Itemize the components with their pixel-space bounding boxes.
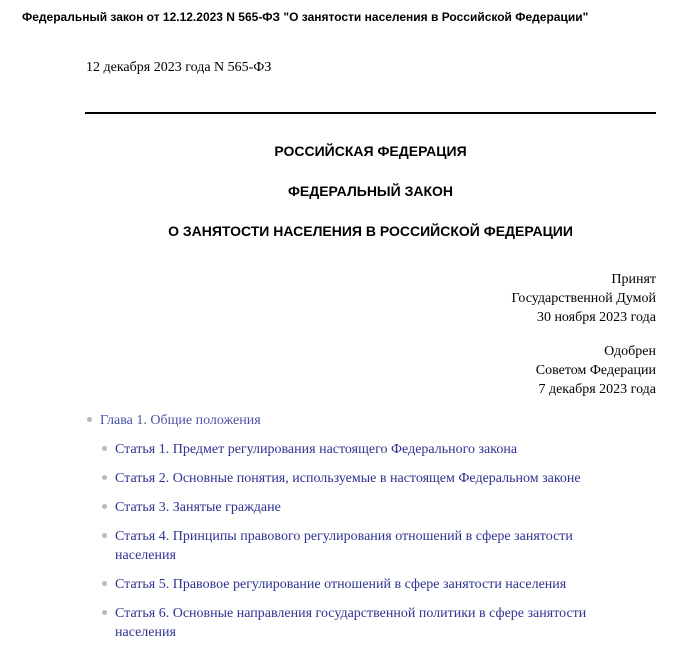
- accepted-line-2: Государственной Думой: [511, 291, 656, 306]
- law-date-number: 12 декабря 2023 года N 565-ФЗ: [86, 60, 272, 75]
- toc-chapter-1-link[interactable]: [86, 411, 626, 430]
- toc-article-3-link[interactable]: [101, 498, 626, 517]
- bullet-icon: [102, 446, 107, 451]
- toc-article-1-link[interactable]: [101, 440, 626, 459]
- bullet-icon: [102, 610, 107, 615]
- bullet-icon: [102, 533, 107, 538]
- law-type-title: ФЕДЕРАЛЬНЫЙ ЗАКОН: [287, 183, 454, 199]
- bullet-icon: [87, 417, 92, 422]
- toc-article-label-cont: населения: [115, 548, 176, 563]
- country-title: РОССИЙСКАЯ ФЕДЕРАЦИЯ: [274, 143, 467, 159]
- toc-article-label: Статья 2. Основные понятия, используемые в настоящем Федеральном законе: [115, 471, 581, 486]
- toc-article-label: Статья 5. Правовое регулирование отношений в сфере занятости населения: [115, 577, 567, 592]
- approved-block: [536, 342, 656, 399]
- toc-article-6-link[interactable]: [101, 604, 626, 642]
- accepted-line-1: Принят: [611, 272, 656, 287]
- toc-article-label-cont: населения: [115, 625, 176, 640]
- toc-article-label: Статья 1. Предмет регулирования настоящего Федерального закона: [115, 442, 518, 457]
- bullet-icon: [102, 581, 107, 586]
- toc-article-4-link[interactable]: [101, 527, 626, 565]
- toc-article-2-link[interactable]: [101, 469, 626, 488]
- toc-article-label: Статья 3. Занятые граждане: [115, 500, 281, 515]
- bullet-icon: [102, 475, 107, 480]
- document-header-title: Федеральный закон от 12.12.2023 N 565-ФЗ "О занятости населения в Российской Федерации": [22, 10, 589, 24]
- approved-line-2: Советом Федерации: [535, 363, 656, 378]
- accepted-line-3: 30 ноября 2023 года: [536, 310, 656, 325]
- toc-chapter-label: Глава 1. Общие положения: [100, 413, 261, 428]
- toc-article-label: Статья 4. Принципы правового регулирования отношений в сфере занятости: [115, 529, 573, 544]
- law-name-title: О ЗАНЯТОСТИ НАСЕЛЕНИЯ В РОССИЙСКОЙ ФЕДЕРАЦИИ: [168, 223, 573, 239]
- toc-article-5-link[interactable]: [101, 575, 626, 594]
- approved-line-3: 7 декабря 2023 года: [538, 382, 656, 397]
- bullet-icon: [102, 504, 107, 509]
- toc-article-label: Статья 6. Основные направления государственной политики в сфере занятости: [115, 606, 587, 621]
- accepted-block: [512, 270, 656, 327]
- divider: [85, 112, 656, 114]
- table-of-contents: [86, 411, 626, 642]
- approved-line-1: Одобрен: [604, 344, 656, 359]
